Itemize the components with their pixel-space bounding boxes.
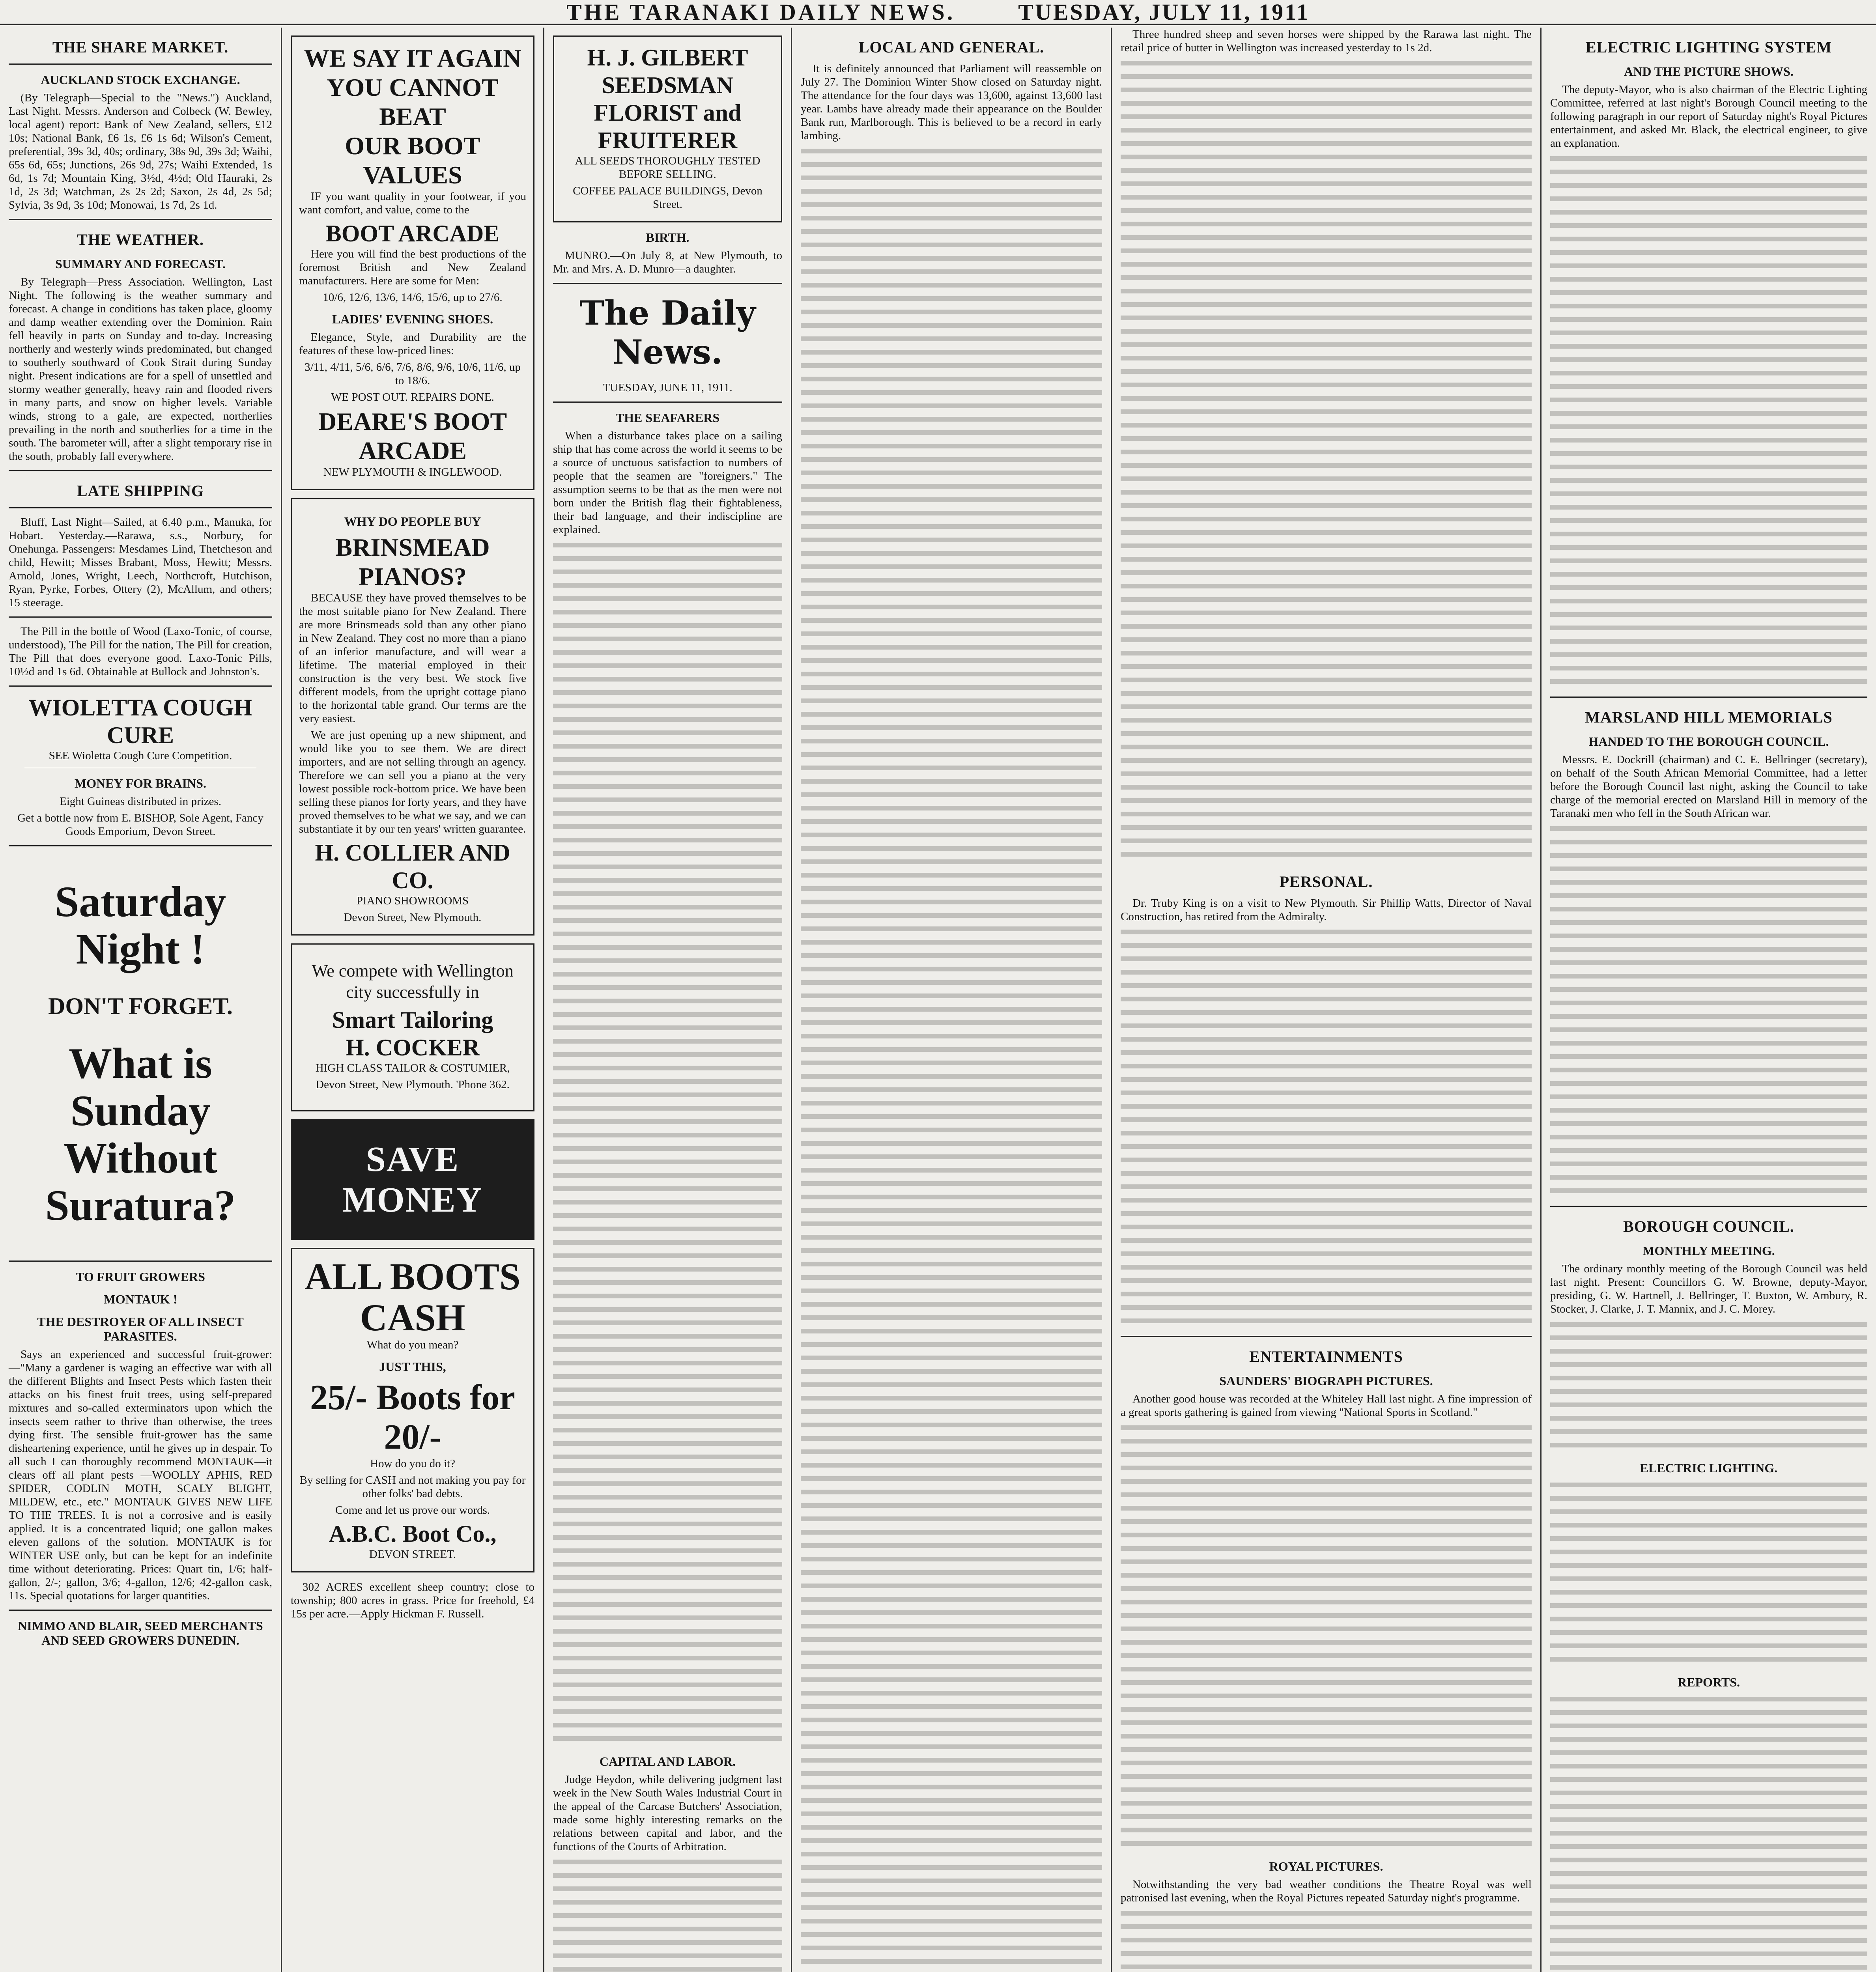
nimmo-advert: NIMMO AND BLAIR, SEED MERCHANTS AND SEED GROWERS DUNEDIN. — [18, 1619, 263, 1647]
abc-subheading: DEVON STREET. — [369, 1548, 456, 1561]
brinsmead-text: BECAUSE they have proved themselves to be the most suitable piano for New Zealand. There are more Brinsmeads sold than any other piano in New Zealand. They cost no more than a piano of an inferior manufacture, and will wear a lifetime. The material employed in their construction is the very best. We stock five different models, from the upright cottage piano to the horizontal table grand. Our terms are the very easiest. — [299, 592, 526, 725]
article-body — [1550, 1479, 1867, 1667]
royal-pictures-text: Notwithstanding the very bad weather conditions the Theatre Royal was well patronised last evening, when the Royal Pictures repeated Saturday night's programme. — [1121, 1878, 1532, 1904]
cash-text: By selling for CASH and not making you pay for other folks' bad debts. — [299, 1474, 526, 1500]
birth-text: MUNRO.—On July 8, at New Plymouth, to Mr. and Mrs. A. D. Munro—a daughter. — [553, 249, 782, 275]
boot-arcade-heading: BOOT ARCADE — [325, 220, 500, 246]
collier-address: Devon Street, New Plymouth. — [344, 911, 482, 924]
boot-values-heading: OUR BOOT VALUES — [345, 132, 480, 189]
saturday-advert: Saturday Night ! — [55, 878, 226, 973]
borough-council-heading: BOROUGH COUNCIL. — [1623, 1218, 1794, 1235]
column-3 — [544, 28, 791, 1972]
compete-text: We compete with Wellington city successfully in — [312, 961, 514, 1002]
article-body — [1550, 153, 1867, 689]
column-2 — [282, 28, 543, 1972]
arcade-text: Here you will find the best productions of the foremost British and New Zealand manufacturers. Here are some for Men: — [299, 248, 526, 287]
marsland-heading: MARSLAND HILL MEMORIALS — [1585, 708, 1833, 726]
gilbert-address: COFFEE PALACE BUILDINGS, Devon Street. — [573, 185, 762, 211]
stock-exchange-subheading: AUCKLAND STOCK EXCHANGE. — [41, 73, 240, 87]
collier-subheading: PIANO SHOWROOMS — [356, 894, 469, 907]
article-body — [801, 146, 1102, 1972]
weather-heading: THE WEATHER. — [77, 231, 204, 248]
capital-labor-heading: CAPITAL AND LABOR. — [599, 1754, 736, 1768]
cocker-heading: H. COCKER — [345, 1035, 480, 1061]
pill-advert: The Pill in the bottle of Wood (Laxo-Tonic, of course, understood), The Pill for the nation, The Pill for creation, The Pill that does everyone good. Laxo-Tonic Pills, 10½d and 1s 6d. Obtainable at Bullock and Johnston's. — [9, 625, 272, 678]
why-buy-heading: WHY DO PEOPLE BUY — [344, 514, 481, 528]
smart-tailoring-heading: Smart Tailoring — [332, 1007, 493, 1033]
article-body — [1550, 1694, 1867, 1972]
collier-heading: H. COLLIER AND CO. — [315, 840, 510, 893]
column-4 — [792, 28, 1111, 1972]
just-this: JUST THIS, — [379, 1359, 446, 1374]
montauk-subheading: THE DESTROYER OF ALL INSECT PARASITES. — [37, 1315, 244, 1343]
article-body — [1550, 1319, 1867, 1453]
bishop-text: Get a bottle now from E. BISHOP, Sole Agent, Fancy Goods Emporium, Devon Street. — [17, 812, 263, 838]
come-text: Come and let us prove our words. — [335, 1504, 490, 1516]
article-body — [1121, 58, 1532, 862]
share-market-heading: THE SHARE MARKET. — [52, 38, 229, 56]
men-prices: 10/6, 12/6, 13/6, 14/6, 15/6, up to 27/6. — [323, 291, 503, 304]
electric-lighting-text: The deputy-Mayor, who is also chairman of the Electric Lighting Committee, referred at last night's Borough Council meeting to the following paragraph in our report of Saturday night's Royal Pictures entertainment, and asked Mr. Black, the electrical engineer, to give an explanation. — [1550, 83, 1867, 149]
masthead — [0, 0, 1876, 25]
marsland-text: Messrs. E. Dockrill (chairman) and C. E. Bellringer (secretary), on behalf of the South African Memorial Committee, had a letter before the Borough Council last night, asking the Council to take charge of the memorial erected on Marsland Hill in memory of the Taranaki men who fell in the South African war. — [1550, 753, 1867, 820]
wioletta-text: SEE Wioletta Cough Cure Competition. — [49, 749, 232, 762]
deare-subheading: NEW PLYMOUTH & INGLEWOOD. — [323, 466, 502, 478]
seafarers-text: When a disturbance takes place on a sailing ship that has come across the world it seems to be a source of unctuous satisfaction to numbers of people that the seamen are "foreigners." The assumption seems to be that as the men were not born under the British flag their fightableness, their bad language, and their indiscipline are explained. — [553, 430, 782, 536]
cannot-beat-heading: YOU CANNOT BEAT — [327, 73, 499, 131]
boots-price: 25/- Boots for 20/- — [310, 1378, 515, 1457]
share-market-text: (By Telegraph—Special to the "News.") Auckland, Last Night. Messrs. Anderson and Colbeck (W. Bewley, local agent) report: Bank of New Zealand, sellers, £12 10s; National Bank, £6 1s, £6 1s 6d; Wilson's Cement, preferential, 39s 3d, 40s; ordinary, 38s 9d, 39s 3d; Waihi, 65s 6d, 65s; Junctions, 26s 9d, 27s; Waihi Extended, 1s 6d, 1s 7d; Mountain King, 3½d, 4½d; Old Hauraki, 2s 1d, 2s 3d; Watchman, 2s 2s 2d; Saxon, 2s 4d, 2s 5d; Sylvia, 3s 9d, 3s 10d; Monowai, 1s 7d, 2s 1d. — [9, 92, 272, 211]
land-advert: 302 ACRES excellent sheep country; close to township; 800 acres in grass. Price for freehold, £4 15s per acre.—Apply Hickman F. Russell. — [291, 1581, 534, 1620]
newspaper-title: THE TARANAKI DAILY NEWS. — [566, 0, 955, 25]
reports-heading: REPORTS. — [1677, 1675, 1740, 1689]
shipping-heading: LATE SHIPPING — [77, 482, 204, 500]
article-body — [553, 540, 782, 1746]
shipping-note: Three hundred sheep and seven horses were shipped by the Rarawa last night. The retail price of butter in Wellington was increased yesterday to 1s 2d. — [1121, 28, 1532, 54]
how-do-you-do-it: How do you do it? — [370, 1457, 455, 1470]
gilbert-text: ALL SEEDS THOROUGHLY TESTED BEFORE SELLING. — [575, 155, 760, 181]
shipment-text: We are just opening up a new shipment, and would like you to see them. We are direct importers, and are not selling through an agency. Therefore we can sell you a piano at the very lowest possible rock-bottom price. We have been selling these pianos for forty years, and they have proved themselves to be what we say, and we can substantiate it by our ten years' written guarantee. — [299, 729, 526, 835]
article-body — [1121, 926, 1532, 1329]
brains-text: Eight Guineas distributed in prizes. — [60, 795, 221, 808]
gilbert-heading: H. J. GILBERT — [587, 45, 748, 71]
personal-heading: PERSONAL. — [1279, 873, 1373, 891]
save-money-banner: SAVE MONEY — [291, 1119, 534, 1240]
sunday-advert: What is Sunday Without Suratura? — [45, 1039, 236, 1229]
fruit-growers-heading: TO FRUIT GROWERS — [76, 1270, 205, 1284]
weather-text: By Telegraph—Press Association. Wellington, Last Night. The following is the weather summary and forecast. A change in conditions has taken place, gloomy and damp weather extending over the Dominion. Rain fell heavily in parts on Sunday and to-day. Increasing northerly and westerly winds predominated, but changed to southerly southward of Cook Strait during Sunday night. Present indications are for a spell of unsettled and stormy weather generally, heavy rain and flooded rivers in many parts, and snow on higher levels. Variable winds, strong to a gale, are expected, northerlies prevailing in the north and southerlies for a time in the south. The barometer will, after a slight temporary rise in the south, probably fall everywhere. — [9, 276, 272, 463]
gilbert-subheading: SEEDSMAN FLORIST and FRUITERER — [594, 72, 742, 153]
royal-pictures-heading: ROYAL PICTURES. — [1269, 1859, 1383, 1873]
monthly-meeting-heading: MONTHLY MEETING. — [1642, 1244, 1775, 1258]
post-out-text: WE POST OUT. REPAIRS DONE. — [331, 391, 494, 403]
dont-forget: DON'T FORGET. — [48, 993, 233, 1019]
brains-heading: MONEY FOR BRAINS. — [75, 776, 206, 790]
saunders-heading: SAUNDERS' BIOGRAPH PICTURES. — [1219, 1374, 1433, 1388]
cocker-subheading: HIGH CLASS TAILOR & COSTUMIER, — [315, 1062, 510, 1074]
article-body — [1121, 1422, 1532, 1851]
cocker-address: Devon Street, New Plymouth. 'Phone 362. — [316, 1078, 510, 1091]
brinsmead-heading: BRINSMEAD PIANOS? — [335, 533, 490, 590]
daily-news-nameplate: The Daily News. — [579, 293, 756, 372]
we-say-heading: WE SAY IT AGAIN — [304, 44, 521, 72]
electric-lighting-subheading: AND THE PICTURE SHOWS. — [1624, 64, 1794, 78]
what-do-you-mean: What do you mean? — [366, 1339, 459, 1351]
capital-labor-text: Judge Heydon, while delivering judgment last week in the New South Wales Industrial Court in the appeal of the Carcase Butchers' Association, made some highly interesting remarks on the relations between capital and labor, and the functions of the Courts of Arbitration. — [553, 1773, 782, 1853]
column-6 — [1542, 28, 1876, 1972]
deare-heading: DEARE'S BOOT ARCADE — [318, 407, 507, 465]
saunders-text: Another good house was recorded at the Whiteley Hall last night. A fine impression of a great sports gathering is gained from viewing "National Sports in Scotland." — [1121, 1393, 1532, 1419]
electric-lighting-heading: ELECTRIC LIGHTING SYSTEM — [1585, 38, 1832, 56]
quality-text: IF you want quality in your footwear, if you want comfort, and value, come to the — [299, 190, 526, 216]
shipping-text: Bluff, Last Night—Sailed, at 6.40 p.m., Manuka, for Hobart. Yesterday.—Rarawa, s.s., Norbury, for Onehunga. Passengers: Mesdames Lind, Thetcheson and child, Hewitt; Misses Brabant, Moss, Hewitt; Messrs. Arnold, Jones, Wright, Leech, Northcroft, Hutchison, Ryan, Pyrke, Forbes, Ottery (2), McAllum, and others; 15 steerage. — [9, 516, 272, 609]
wioletta-heading: WIOLETTA COUGH CURE — [28, 695, 252, 748]
seafarers-heading: THE SEAFARERS — [615, 411, 720, 425]
personal-text: Dr. Truby King is on a visit to New Plymouth. Sir Phillip Watts, Director of Naval Construction, has retired from the Admiralty. — [1121, 897, 1532, 923]
monthly-meeting-text: The ordinary monthly meeting of the Borough Council was held last night. Present: Councillors G. W. Browne, deputy-Mayor, presiding, G. W. Hartnell, J. Bellringer, T. Buxton, W. Ambury, R. Stocker, J. Clarke, J. T. Mannix, and J. C. Morey. — [1550, 1262, 1867, 1315]
birth-heading: BIRTH. — [646, 230, 689, 245]
entertainments-heading: ENTERTAINMENTS — [1249, 1348, 1403, 1365]
marsland-subheading: HANDED TO THE BOROUGH COUNCIL. — [1588, 734, 1829, 749]
local-general-text: It is definitely announced that Parliament will reassemble on July 27. The Dominion Winter Show closed on Saturday night. The attendance for the four days was 13,600, against 13,600 last year. Lambs have already made their appearance on the Boulder Bank run, Marlborough. This is believed to be a record in early lambing. — [801, 62, 1102, 142]
column-1 — [0, 28, 281, 1972]
issue-date: TUESDAY, JULY 11, 1911 — [1018, 0, 1310, 25]
article-body — [553, 1856, 782, 1972]
article-body — [1550, 823, 1867, 1199]
weather-subheading: SUMMARY AND FORECAST. — [55, 257, 226, 271]
abc-heading: A.B.C. Boot Co., — [329, 1521, 497, 1547]
local-general-heading: LOCAL AND GENERAL. — [858, 38, 1045, 56]
ladies-text: Elegance, Style, and Durability are the features of these low-priced lines: — [299, 331, 526, 357]
ladies-heading: LADIES' EVENING SHOES. — [332, 312, 493, 326]
column-5 — [1112, 28, 1540, 1972]
montauk-text: Says an experienced and successful fruit-grower:—"Many a gardener is waging an effective war with all the different Blights and Insect Pests which fasten their attacks on his finest fruit trees, using self-prepared mixtures and so-called exterminators upon which the insects seem rather to thrive than otherwise, the trees dying first. The sensible fruit-grower has the same disheartening experience, until he gives up in despair. To all such I can thoroughly recommend MONTAUK—it clears off all plant pests —WOOLLY APHIS, RED SPIDER, CODLIN MOTH, SCALY BLIGHT, MILDEW, etc., etc." MONTAUK GIVES NEW LIFE TO THE TREES. It is not a corrosive and is easily applied. It is a concentrated liquid; one gallon makes eleven gallons of the solution. MONTAUK is for WINTER USE only, but can be kept for an indefinite time without deteriorating. Prices: Quart tin, 1/6; half-gallon, 2/-; gallon, 3/6; 4-gallon, 12/6; 42-gallon cask, 11s. Special quotations for larger quantities. — [9, 1348, 272, 1602]
editorial-date: TUESDAY, JUNE 11, 1911. — [603, 381, 732, 394]
all-boots-cash: ALL BOOTS CASH — [305, 1255, 521, 1339]
montauk-heading: MONTAUK ! — [103, 1292, 178, 1306]
electric-lighting-subsection: ELECTRIC LIGHTING. — [1640, 1461, 1778, 1475]
article-body — [1121, 1908, 1532, 1972]
ladies-prices: 3/11, 4/11, 5/6, 6/6, 7/6, 8/6, 9/6, 10/6, 11/6, up to 18/6. — [305, 361, 521, 387]
